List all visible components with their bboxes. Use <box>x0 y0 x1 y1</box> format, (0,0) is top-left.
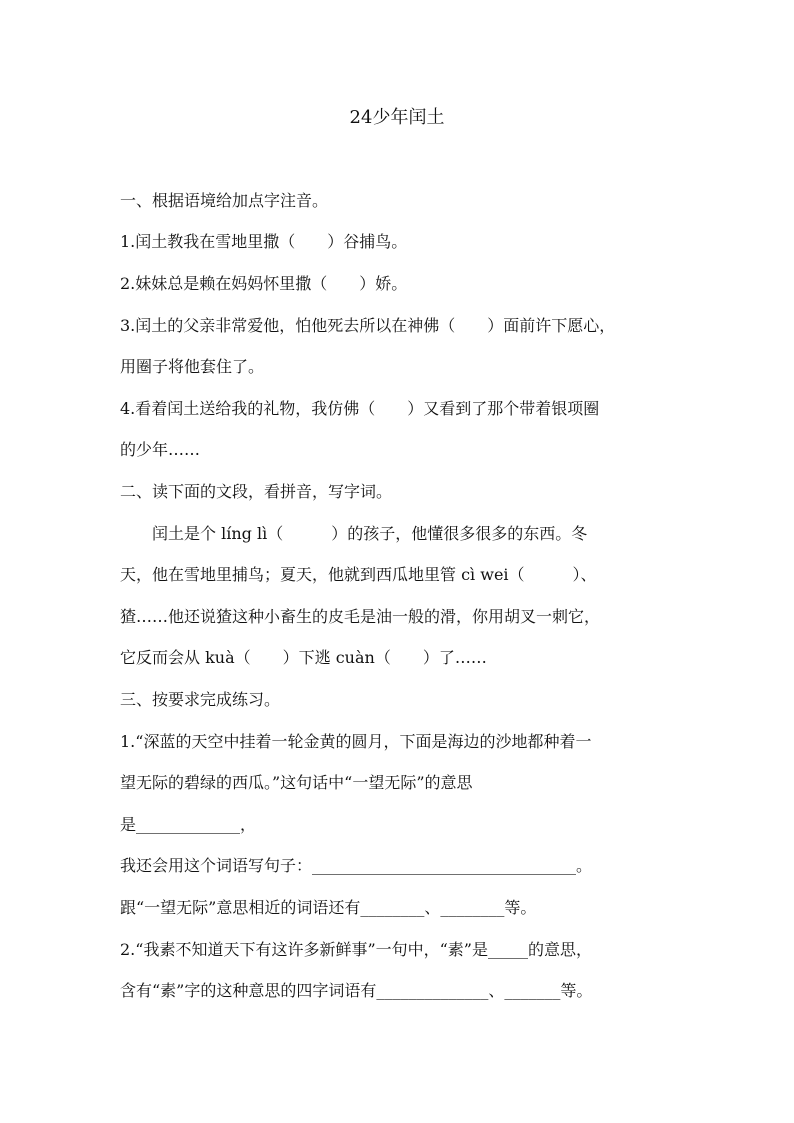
passage-line-2: 天，他在雪地里捕鸟；夏天，他就到西瓜地里管 cì wei（ ）、 <box>120 565 597 584</box>
question-3-2-line-1: 2.“我素不知道天下有这许多新鲜事”一句中，“素”是_____的意思， <box>120 940 592 959</box>
page-title: 24少年闰土 <box>349 107 445 128</box>
question-3-1-line-5: 跟“一望无际”意思相近的词语还有________、________等。 <box>120 898 537 917</box>
question-1-4-line-2: 的少年…… <box>120 440 201 459</box>
passage-line-3: 猹……他还说猹这种小畜生的皮毛是油一般的滑，你用胡叉一刺它， <box>120 607 601 626</box>
question-3-2-line-2: 含有“素”字的这种意思的四字词语有______________、_______等。 <box>120 981 593 1000</box>
question-3-1-line-2: 望无际的碧绿的西瓜。”这句话中“一望无际”的意思 <box>120 773 473 792</box>
section-1-heading: 一、根据语境给加点字注音。 <box>120 191 329 210</box>
question-3-1-line-3: 是_____________， <box>120 815 257 834</box>
question-1-1: 1.闰土教我在雪地里撒（ ）谷捕鸟。 <box>120 232 408 251</box>
passage-line-1: 闰土是个 líng lì（ ）的孩子，他懂很多很多的东西。冬 <box>120 524 588 543</box>
question-3-1-line-1: 1.“深蓝的天空中挂着一轮金黄的圆月，下面是海边的沙地都种着一 <box>120 732 592 751</box>
question-1-3-line-1: 3.闰土的父亲非常爱他，怕他死去所以在神佛（ ）面前许下愿心， <box>120 316 616 335</box>
question-3-1-line-4: 我还会用这个词语写句子：_________________________________。 <box>120 856 593 875</box>
question-1-2: 2.妹妹总是赖在妈妈怀里撒（ ）娇。 <box>120 274 408 293</box>
question-1-4-line-1: 4.看着闰土送给我的礼物，我仿佛（ ）又看到了那个带着银项圈 <box>120 399 600 418</box>
section-3-heading: 三、按要求完成练习。 <box>120 690 281 709</box>
question-1-3-line-2: 用圈子将他套住了。 <box>120 357 265 376</box>
passage-line-4: 它反而会从 kuà（ ）下逃 cuàn（ ）了…… <box>120 648 487 667</box>
section-2-heading: 二、读下面的文段，看拼音，写字词。 <box>120 482 393 501</box>
